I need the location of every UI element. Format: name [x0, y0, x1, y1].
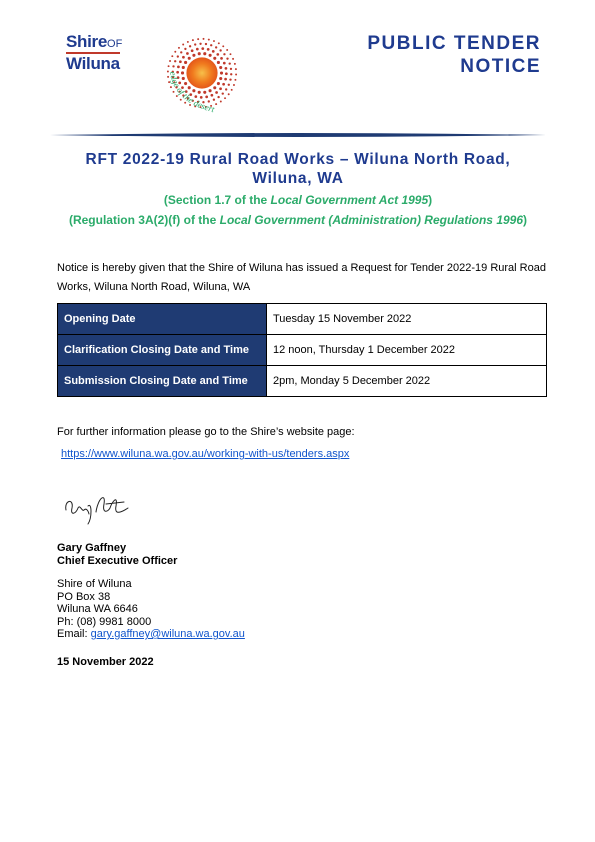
svg-text:edge of the desert: [168, 71, 216, 115]
address-line: Shire of Wiluna: [57, 578, 132, 590]
signer-title: Chief Executive Officer: [57, 555, 178, 567]
email-line: Email: gary.gaffney@wiluna.wa.gov.au: [57, 628, 245, 640]
notice-title: [367, 32, 541, 78]
tagline-text: edge of the desert: [167, 70, 216, 115]
address-line: Wiluna WA 6646: [57, 603, 138, 615]
signer-block: [57, 542, 177, 568]
tender-title: RFT 2022-19 Rural Road Works – Wiluna North Road, Wiluna, WA: [85, 151, 511, 187]
notice-title-line1: PUBLIC TENDER: [367, 33, 541, 54]
notice-date: 15 November 2022: [57, 656, 154, 668]
logo-wiluna: Wiluna: [66, 54, 120, 73]
tenders-page-link[interactable]: https://www.wiluna.wa.gov.au/working-with-us/tenders.aspx: [61, 448, 350, 460]
date-value: 12 noon, Thursday 1 December 2022: [267, 335, 547, 366]
address-block: [57, 578, 245, 641]
address-line: PO Box 38: [57, 590, 111, 603]
table-row: [58, 304, 547, 335]
legislation-section: (Section 1.7 of the Local Government Act 1995): [163, 193, 433, 207]
date-label: Opening Date: [58, 304, 267, 335]
header-divider: [50, 132, 546, 138]
date-value: 2pm, Monday 5 December 2022: [267, 366, 547, 397]
email-link[interactable]: gary.gaffney@wiluna.wa.gov.au: [90, 628, 245, 640]
logo-shire: Shire: [66, 32, 108, 51]
shire-logo-wordmark: [66, 33, 122, 73]
logo-tagline: [164, 70, 244, 122]
dates-table: [57, 303, 547, 397]
date-label: Clarification Closing Date and Time: [58, 335, 267, 366]
intro-paragraph: Notice is hereby given that the Shire of Wiluna has issued a Request for Tender 2022-19 Rural Road Works, Wiluna North Road, Wiluna, WA: [57, 262, 546, 293]
signer-name: Gary Gaffney: [57, 542, 127, 554]
date-label: Submission Closing Date and Time: [58, 366, 267, 397]
notice-title-line2: NOTICE: [460, 56, 541, 77]
logo-of: OF: [107, 38, 123, 50]
table-row: [58, 335, 547, 366]
further-info-text: For further information please go to the Shire’s website page:: [57, 426, 355, 438]
date-value: Tuesday 15 November 2022: [267, 304, 547, 335]
legislation-regulation: (Regulation 3A(2)(f) of the Local Government (Administration) Regulations 1996): [68, 213, 528, 227]
signature-icon: [62, 488, 134, 528]
phone-line: Ph: (08) 9981 8000: [57, 615, 152, 628]
table-row: [58, 366, 547, 397]
